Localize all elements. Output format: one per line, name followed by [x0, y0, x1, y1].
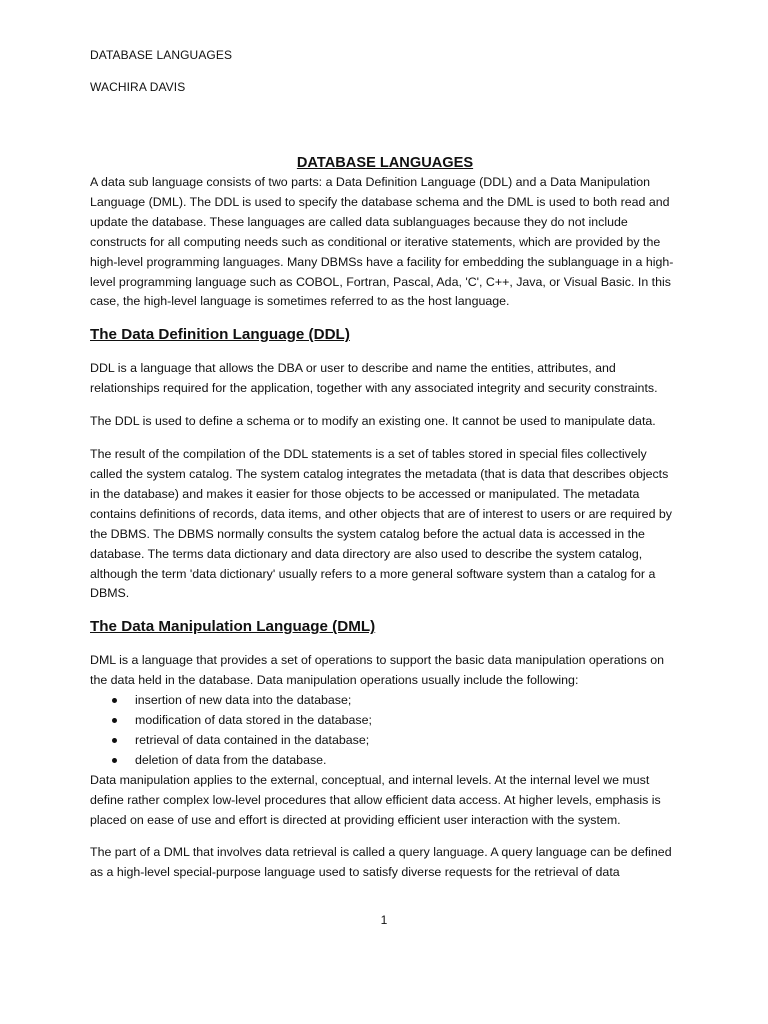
bullet-icon	[112, 758, 117, 763]
list-item-text: deletion of data from the database.	[135, 752, 327, 767]
dml-heading: The Data Manipulation Language (DML)	[90, 618, 376, 636]
document-body	[90, 153, 680, 883]
list-item	[112, 711, 680, 731]
bullet-icon	[112, 718, 117, 723]
dml-paragraph-3: The part of a DML that involves data retrieval is called a query language. A query language can be defined as a high-level special-purpose language used to satisfy diverse requests for the retrieval of data	[90, 845, 672, 880]
ddl-paragraph-3: The result of the compilation of the DDL statements is a set of tables stored in special files collectively called the system catalog. The system catalog integrates the metadata (that is data that describes objects in the database) and makes it easier for those objects to be accessed or manipulated. The metadata contains definitions of records, data items, and other objects that are of interest to users or are required by the DBMS. The DBMS normally consults the system catalog before the actual data is accessed in the database. The terms data dictionary and data directory are also used to describe the system catalog, although the term 'data dictionary' usually refers to a more general software system than a catalog for a DBMS.	[90, 447, 672, 601]
header-title: DATABASE LANGUAGES	[90, 48, 233, 62]
dml-paragraph-2: Data manipulation applies to the external, conceptual, and internal levels. At the internal level we must define rather complex low-level procedures that allow efficient data access. At higher levels, emphasis is placed on ease of use and effort is directed at providing efficient user interaction with the system.	[90, 772, 661, 827]
bullet-icon	[112, 698, 117, 703]
ddl-paragraph-2: The DDL is used to define a schema or to modify an existing one. It cannot be used to manipulate data.	[90, 414, 656, 429]
page-number: 1	[380, 913, 388, 927]
list-item-text: insertion of new data into the database;	[135, 693, 352, 708]
dml-operations-list	[90, 691, 680, 771]
list-item-text: retrieval of data contained in the database;	[135, 732, 370, 747]
header-author: WACHIRA DAVIS	[90, 80, 186, 94]
list-item	[112, 731, 680, 751]
bullet-icon	[112, 738, 117, 743]
list-item	[112, 751, 680, 771]
dml-intro-paragraph: DML is a language that provides a set of operations to support the basic data manipulation operations on the data held in the database. Data manipulation operations usually include the following:	[90, 653, 665, 688]
ddl-heading: The Data Definition Language (DDL)	[90, 326, 350, 344]
list-item	[112, 691, 680, 711]
intro-paragraph: A data sub language consists of two parts: a Data Definition Language (DDL) and a Data Manipulation Language (DML). The DDL is used to specify the database schema and the DML is used to both read and update the database. These languages are called data sublanguages because they do not include constructs for all computing needs such as conditional or iterative statements, which are provided by the high-level programming languages. Many DBMSs have a facility for embedding the sublanguage in a high-level programming language such as COBOL, Fortran, Pascal, Ada, 'C', C++, Java, or Visual Basic. In this case, the high-level language is sometimes referred to as the host language.	[90, 175, 674, 309]
ddl-paragraph-1: DDL is a language that allows the DBA or user to describe and name the entities, attributes, and relationships required for the application, together with any associated integrity and security constraints.	[90, 361, 658, 396]
list-item-text: modification of data stored in the database;	[135, 713, 372, 728]
document-title: DATABASE LANGUAGES	[296, 155, 474, 171]
